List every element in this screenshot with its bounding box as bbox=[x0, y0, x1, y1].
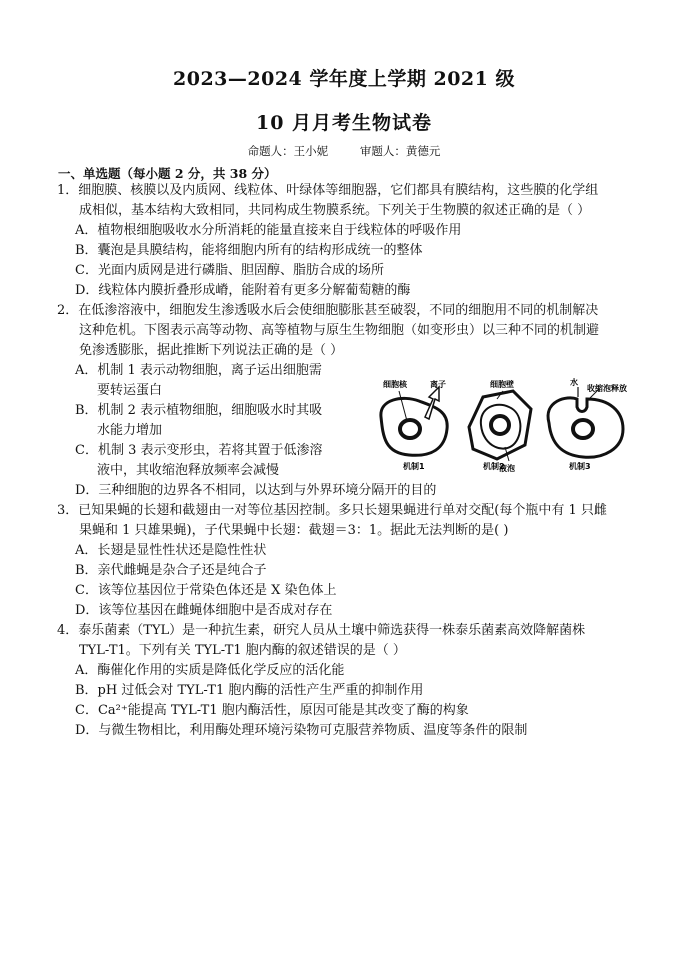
caption-mechanism2: 机制2 bbox=[483, 462, 505, 471]
q3-stem-line2: 果蝇和 1 只雄果蝇)，子代果蝇中长翅：截翅＝3：1。据此无法判断的是( ) bbox=[79, 523, 509, 538]
q1-option-c: C．光面内质网是进行磷脂、胆固醇、脂肪合成的场所 bbox=[75, 263, 384, 278]
q4-option-d: D．与微生物相比，利用酶处理环境污染物可克服营养物质、温度等条件的限制 bbox=[75, 723, 528, 738]
q2-stem-line2: 这种危机。下图表示高等动物、高等植物与原生生物细胞（如变形虫）以三种不同的机制避 bbox=[79, 323, 600, 338]
q2-stem-line3: 免渗透膨胀，据此推断下列说法正确的是（ ） bbox=[79, 343, 344, 358]
q3-option-b: B．亲代雌蝇是杂合子还是纯合子 bbox=[75, 563, 267, 578]
q1-option-a: A．植物根细胞吸收水分所消耗的能量直接来自于线粒体的呼吸作用 bbox=[75, 223, 462, 238]
q3-option-c: C．该等位基因位于常染色体还是 X 染色体上 bbox=[75, 583, 337, 598]
q1-stem-line2: 成相似，基本结构大致相同，共同构成生物膜系统。下列关于生物膜的叙述正确的是（ ） bbox=[79, 203, 591, 218]
q2-stem-line1: 2．在低渗溶液中，细胞发生渗透吸水后会使细胞膨胀甚至破裂，不同的细胞用不同的机制解决 bbox=[57, 303, 599, 318]
q3-option-d: D．该等位基因在雌蝇体细胞中是否成对存在 bbox=[75, 603, 333, 618]
vacuole-label: 液泡 bbox=[499, 464, 515, 473]
ion-label: 离子 bbox=[430, 380, 446, 389]
caption-mechanism3: 机制3 bbox=[569, 462, 591, 471]
q1-option-b: B．囊泡是具膜结构，能将细胞内所有的结构形成统一的整体 bbox=[75, 243, 423, 258]
exam-title-line2: 10 月月考生物试卷 bbox=[255, 112, 433, 134]
q2-option-a-line2: 要转运蛋白 bbox=[97, 383, 163, 398]
caption-mechanism1: 机制1 bbox=[403, 462, 425, 471]
q2-option-a-line1: A．机制 1 表示动物细胞，离子运出细胞需 bbox=[75, 363, 322, 378]
q4-option-b: B．pH 过低会对 TYL-T1 胞内酶的活性产生严重的抑制作用 bbox=[75, 683, 424, 698]
exam-title-line1: 2023—2024 学年度上学期 2021 级 bbox=[173, 68, 515, 90]
water-label: 水 bbox=[570, 378, 578, 387]
osmosis-mechanisms-figure bbox=[373, 377, 635, 477]
q4-option-c: C．Ca²⁺能提高 TYL-T1 胞内酶活性，原因可能是其改变了酶的构象 bbox=[75, 703, 469, 718]
nucleus-label: 细胞核 bbox=[383, 380, 407, 389]
q3-option-a: A．长翅是显性性状还是隐性性状 bbox=[75, 543, 267, 558]
q2-option-d: D．三种细胞的边界各不相同，以达到与外界环境分隔开的目的 bbox=[75, 483, 437, 498]
mechanism2-cell bbox=[469, 391, 531, 461]
cell-wall-label: 细胞壁 bbox=[490, 380, 514, 389]
section-title: 一、单选题（每小题 2 分，共 38 分） bbox=[58, 166, 277, 181]
q2-option-b-line1: B．机制 2 表示植物细胞，细胞吸水时其吸 bbox=[75, 403, 323, 418]
reviewer: 审题人：黄德元 bbox=[359, 144, 441, 158]
q2-option-c-line1: C．机制 3 表示变形虫，若将其置于低渗溶 bbox=[75, 443, 323, 458]
q3-stem-line1: 3．已知果蝇的长翅和截翅由一对等位基因控制。多只长翅果蝇进行单对交配(每个瓶中有 1 只雌 bbox=[57, 503, 607, 518]
q4-stem-line2: TYL-T1。下列有关 TYL-T1 胞内酶的叙述错误的是（ ） bbox=[79, 643, 406, 658]
q4-stem-line1: 4．泰乐菌素（TYL）是一种抗生素，研究人员从土壤中筛选获得一株泰乐菌素高效降解菌株 bbox=[57, 623, 586, 638]
q4-option-a: A．酶催化作用的实质是降低化学反应的活化能 bbox=[75, 663, 345, 678]
q2-option-b-line2: 水能力增加 bbox=[97, 423, 163, 438]
q1-option-d: D．线粒体内膜折叠形成嵴，能附着有更多分解葡萄糖的酶 bbox=[75, 283, 411, 298]
mechanism3-cell bbox=[548, 387, 623, 457]
authors-line bbox=[0, 143, 688, 159]
mechanism1-cell bbox=[381, 387, 447, 455]
q2-option-c-line2: 液中，其收缩泡释放频率会减慢 bbox=[97, 463, 280, 478]
author: 命题人：王小妮 bbox=[247, 144, 329, 158]
contractile-vacuole-label: 收缩泡释放 bbox=[587, 384, 627, 393]
q1-stem-line1: 1．细胞膜、核膜以及内质网、线粒体、叶绿体等细胞器，它们都具有膜结构，这些膜的化学组 bbox=[57, 183, 599, 198]
